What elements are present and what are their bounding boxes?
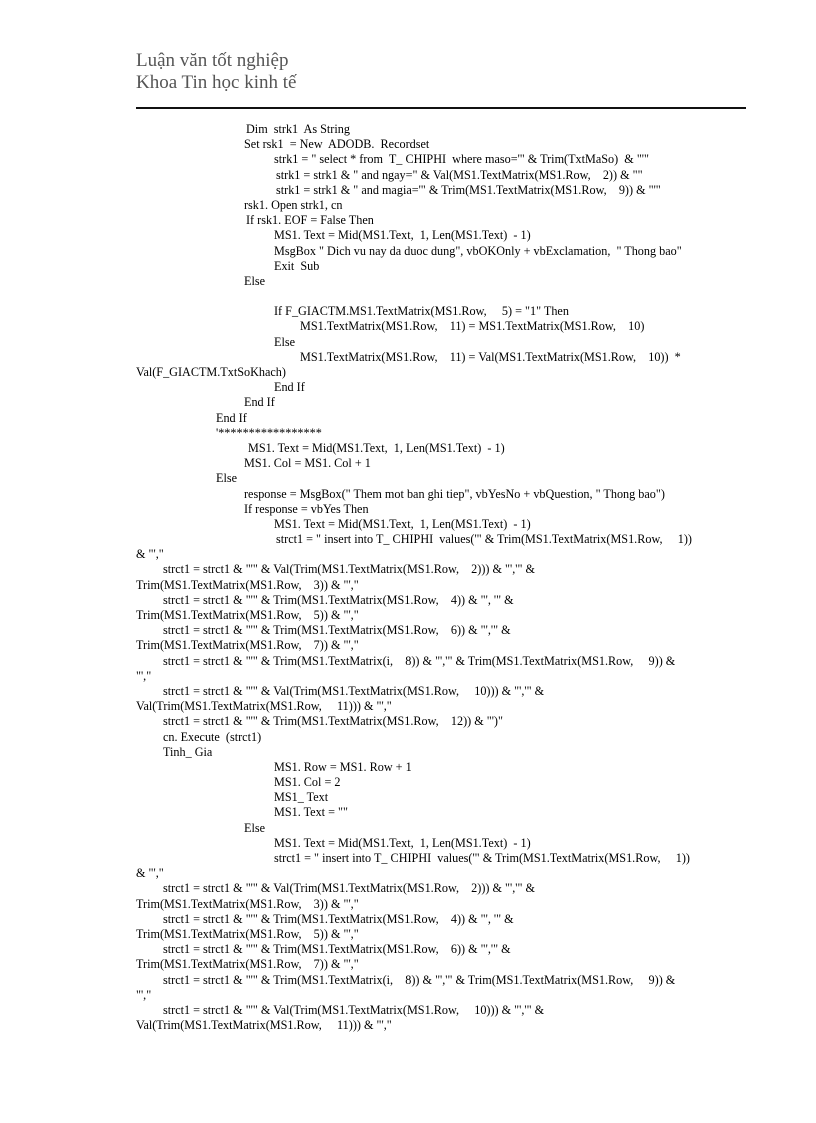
code-line: & "'," bbox=[136, 866, 164, 881]
code-line: cn. Execute (strct1) bbox=[163, 729, 262, 744]
code-line: If F_GIACTM.MS1.TextMatrix(MS1.Row, 5) = "1" Then bbox=[274, 304, 569, 319]
code-line: MS1. Row = MS1. Row + 1 bbox=[274, 759, 412, 774]
code-line: MS1. Col = MS1. Col + 1 bbox=[244, 456, 371, 471]
code-line: strct1 = strct1 & "'" & Trim(MS1.TextMatrix(MS1.Row, 4)) & "', '" & bbox=[163, 911, 514, 926]
code-line: MS1. Col = 2 bbox=[274, 775, 341, 790]
header-thesis-title: Luận văn tốt nghiệp bbox=[136, 50, 289, 71]
code-line: strct1 = strct1 & "'" & Val(Trim(MS1.TextMatrix(MS1.Row, 10))) & "','" & bbox=[163, 1002, 545, 1017]
code-line: End If bbox=[274, 380, 305, 395]
code-line: MsgBox " Dich vu nay da duoc dung", vbOKOnly + vbExclamation, " Thong bao" bbox=[274, 243, 682, 258]
header-faculty-name: Khoa Tin học kinh tế bbox=[136, 72, 297, 93]
code-line: strct1 = strct1 & "'" & Val(Trim(MS1.TextMatrix(MS1.Row, 2))) & "','" & bbox=[163, 562, 535, 577]
code-line: strct1 = strct1 & "'" & Trim(MS1.TextMatrix(MS1.Row, 6)) & "','" & bbox=[163, 942, 511, 957]
code-line: End If bbox=[244, 395, 275, 410]
code-line: Trim(MS1.TextMatrix(MS1.Row, 5)) & "'," bbox=[136, 608, 359, 622]
code-line: "'," bbox=[136, 668, 152, 683]
code-line: strct1 = strct1 & "'" & Trim(MS1.TextMatrix(MS1.Row, 4)) & "', '" & bbox=[163, 592, 514, 607]
code-line: "'," bbox=[136, 987, 152, 1002]
code-line bbox=[136, 289, 736, 304]
code-line: '***************** bbox=[216, 425, 322, 440]
code-line: strct1 = strct1 & "'" & Trim(MS1.TextMatrix(MS1.Row, 12)) & "')" bbox=[163, 714, 503, 729]
code-line: MS1. Text = Mid(MS1.Text, 1, Len(MS1.Text) - 1) bbox=[248, 440, 505, 455]
code-line: MS1_ Text bbox=[274, 790, 329, 805]
code-line: strct1 = " insert into T_ CHIPHI values('" & Trim(MS1.TextMatrix(MS1.Row, 1)) bbox=[276, 532, 692, 547]
code-line: strk1 = strk1 & " and ngay=" & Val(MS1.TextMatrix(MS1.Row, 2)) & "" bbox=[276, 167, 643, 182]
header-divider bbox=[136, 107, 746, 109]
code-line: strk1 = " select * from T_ CHIPHI where maso='" & Trim(TxtMaSo) & "'" bbox=[274, 152, 649, 167]
code-line: Dim strk1 As String bbox=[246, 122, 350, 136]
code-line: Trim(MS1.TextMatrix(MS1.Row, 7)) & "'," bbox=[136, 638, 359, 653]
code-line: Else bbox=[216, 471, 237, 486]
code-line: rsk1. Open strk1, cn bbox=[244, 197, 343, 212]
code-line: Val(Trim(MS1.TextMatrix(MS1.Row, 11))) & "'," bbox=[136, 699, 392, 714]
code-line: strct1 = strct1 & "'" & Val(Trim(MS1.TextMatrix(MS1.Row, 10))) & "','" & bbox=[163, 683, 545, 698]
code-line: response = MsgBox(" Them mot ban ghi tiep", vbYesNo + vbQuestion, " Thong bao") bbox=[244, 486, 665, 501]
code-line: Trim(MS1.TextMatrix(MS1.Row, 5)) & "'," bbox=[136, 926, 359, 941]
code-line: MS1. Text = "" bbox=[274, 805, 348, 820]
code-line: Val(Trim(MS1.TextMatrix(MS1.Row, 11))) & "'," bbox=[136, 1018, 392, 1033]
page-header bbox=[136, 50, 296, 94]
code-line: Else bbox=[274, 334, 295, 349]
code-line: Else bbox=[244, 820, 265, 835]
code-line: strct1 = strct1 & "'" & Trim(MS1.TextMatrix(i, 8)) & "','" & Trim(MS1.TextMatrix(MS1.Row, 9)) & bbox=[163, 972, 676, 987]
code-line: MS1.TextMatrix(MS1.Row, 11) = Val(MS1.TextMatrix(MS1.Row, 10)) * bbox=[300, 349, 681, 364]
code-line: strct1 = strct1 & "'" & Val(Trim(MS1.TextMatrix(MS1.Row, 2))) & "','" & bbox=[163, 881, 535, 896]
code-line: If rsk1. EOF = False Then bbox=[246, 213, 374, 228]
code-line: strct1 = strct1 & "'" & Trim(MS1.TextMatrix(MS1.Row, 6)) & "','" & bbox=[163, 623, 511, 638]
code-listing bbox=[136, 122, 736, 1033]
code-line: If response = vbYes Then bbox=[244, 501, 369, 516]
code-line: Trim(MS1.TextMatrix(MS1.Row, 3)) & "'," bbox=[136, 577, 359, 592]
code-line: MS1. Text = Mid(MS1.Text, 1, Len(MS1.Text) - 1) bbox=[274, 835, 531, 850]
code-line: MS1. Text = Mid(MS1.Text, 1, Len(MS1.Text) - 1) bbox=[274, 516, 531, 531]
code-line: Trim(MS1.TextMatrix(MS1.Row, 3)) & "'," bbox=[136, 896, 359, 911]
code-line: Exit Sub bbox=[274, 258, 320, 273]
code-line: strk1 = strk1 & " and magia='" & Trim(MS1.TextMatrix(MS1.Row, 9)) & "'" bbox=[276, 182, 661, 197]
code-line: MS1.TextMatrix(MS1.Row, 11) = MS1.TextMatrix(MS1.Row, 10) bbox=[300, 319, 645, 334]
code-line: Tinh_ Gia bbox=[163, 744, 213, 759]
code-line: & "'," bbox=[136, 547, 164, 562]
code-line: strct1 = " insert into T_ CHIPHI values('" & Trim(MS1.TextMatrix(MS1.Row, 1)) bbox=[274, 851, 690, 865]
code-line: strct1 = strct1 & "'" & Trim(MS1.TextMatrix(i, 8)) & "','" & Trim(MS1.TextMatrix(MS1.Row, 9)) & bbox=[163, 653, 676, 668]
code-line: Else bbox=[244, 273, 265, 288]
code-line: Set rsk1 = New ADODB. Recordset bbox=[244, 137, 430, 152]
code-line: MS1. Text = Mid(MS1.Text, 1, Len(MS1.Text) - 1) bbox=[274, 228, 531, 243]
code-line: Trim(MS1.TextMatrix(MS1.Row, 7)) & "'," bbox=[136, 957, 359, 972]
code-line: End If bbox=[216, 410, 247, 425]
code-line: Val(F_GIACTM.TxtSoKhach) bbox=[136, 365, 286, 379]
